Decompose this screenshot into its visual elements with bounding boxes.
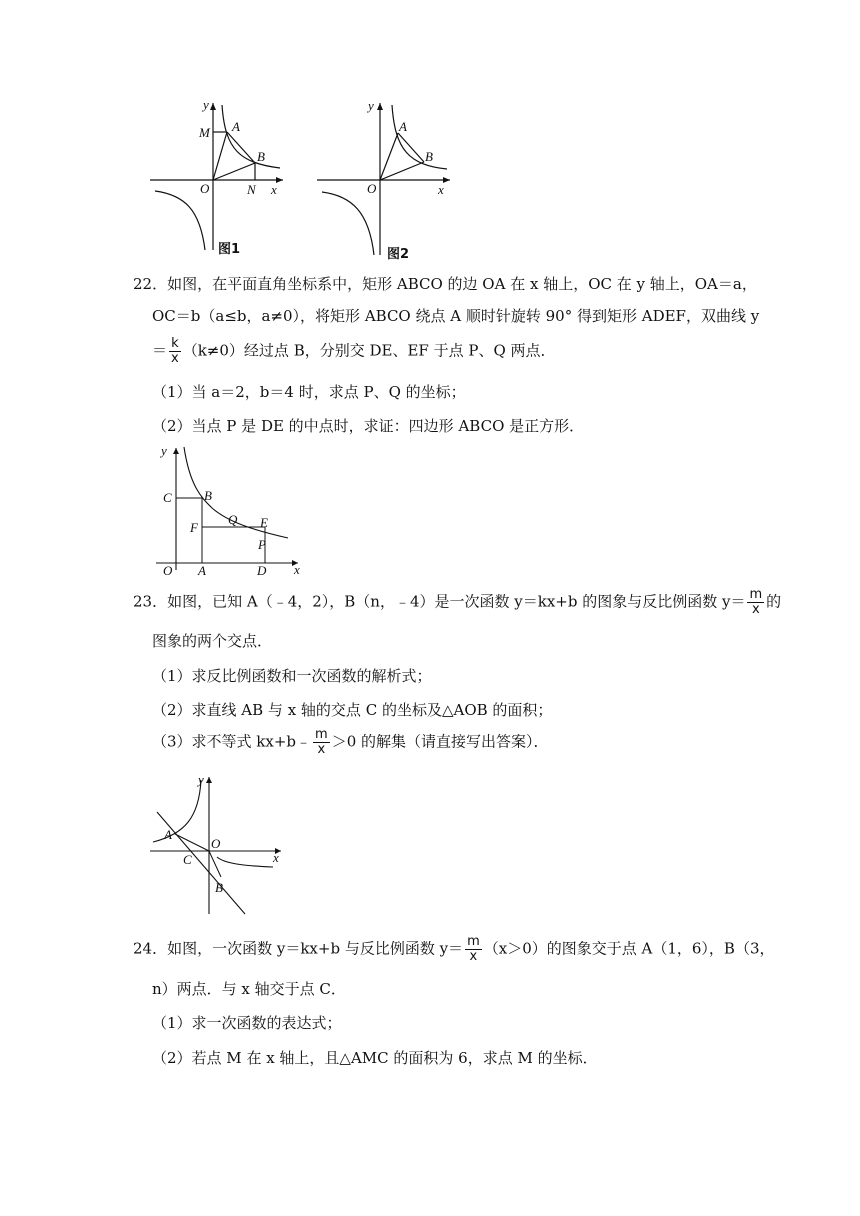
q22-line3-pre: ＝ [152, 341, 168, 360]
figure-2 [312, 95, 457, 260]
q22-figure [148, 442, 308, 577]
q22-label-y: y [161, 443, 167, 458]
q23-label-b: B [215, 880, 223, 895]
q22-line2: OC＝b（a≤b，a≠0），将矩形 ABCO 绕点 A 顺时针旋转 90° 得到矩形 ADEF，双曲线 y [152, 307, 760, 325]
figure-1 [145, 95, 290, 260]
q22-label-b: B [204, 488, 212, 503]
q22-label-o: O [163, 563, 173, 577]
q22-label-c: C [163, 490, 172, 505]
q22-line3 [152, 337, 556, 366]
q22-label-p: P [258, 537, 266, 552]
q22-label-f: F [190, 520, 198, 535]
fig1-label-n: N [247, 182, 256, 197]
q22-line3-post: （k≠0）经过点 B，分别交 DE、EF 于点 P、Q 两点． [182, 341, 556, 360]
q24-line1 [133, 935, 775, 964]
q23-line2: 图象的两个交点． [152, 632, 273, 650]
q24-fraction [465, 935, 482, 964]
q22-frac-den: x [171, 351, 179, 366]
q24-line2: n）两点．与 x 轴交于点 C． [152, 980, 346, 998]
fig1-label-a: A [232, 119, 240, 134]
q24-frac-num: m [467, 934, 480, 949]
q22-label-e: E [260, 515, 268, 530]
q23-label-a: A [164, 827, 172, 842]
q24-sub1: （1）求一次函数的表达式； [152, 1014, 342, 1032]
q22-line1: 22．如图，在平面直角坐标系中，矩形 ABCO 的边 OA 在 x 轴上，OC 在 y 轴上，OA＝a， [133, 275, 757, 293]
q22-sub1: （1）当 a＝2，b＝4 时，求点 P、Q 的坐标； [152, 383, 466, 401]
q23-line1-post: 的 [766, 592, 782, 611]
q24-sub2: （2）若点 M 在 x 轴上，且△AMC 的面积为 6，求点 M 的坐标． [152, 1049, 598, 1067]
fig2-label-x: x [438, 182, 444, 197]
q23-label-o: O [211, 836, 221, 851]
q23-sub3-post: ＞0 的解集（请直接写出答案）． [331, 732, 549, 751]
q22-label-d: D [257, 563, 267, 577]
q23-fraction [747, 588, 764, 617]
fig2-caption: 图2 [387, 247, 410, 260]
q24-line1-post: （x＞0）的图象交于点 A（1，6），B（3， [483, 939, 775, 958]
q22-label-q: Q [228, 512, 238, 527]
q23-label-c: C [183, 852, 192, 867]
q23-sub3-frac-den: x [317, 742, 326, 757]
fig2-label-a: A [399, 119, 407, 134]
fig2-label-o: O [367, 181, 377, 196]
fig1-caption: 图1 [218, 242, 241, 257]
q23-frac-num: m [749, 587, 763, 602]
q24-line1-pre: 24．如图，一次函数 y＝kx+b 与反比例函数 y＝ [133, 939, 464, 958]
q23-sub2: （2）求直线 AB 与 x 轴的交点 C 的坐标及△AOB 的面积； [152, 701, 553, 719]
q22-label-a: A [198, 563, 206, 577]
fig1-label-y: y [203, 97, 209, 112]
fig1-label-o: O [200, 181, 210, 196]
fig1-label-b: B [257, 149, 265, 164]
q23-line1-pre: 23．如图，已知 A（﹣4，2），B（n，﹣4）是一次函数 y＝kx+b 的图象与反比例函数 y＝ [133, 592, 746, 611]
q23-label-x: x [273, 850, 279, 865]
fig1-label-x: x [271, 182, 277, 197]
q22-frac-num: k [169, 337, 181, 352]
fig2-label-y: y [368, 98, 374, 113]
q23-frac-den: x [751, 602, 760, 617]
q23-sub1: （1）求反比例函数和一次函数的解析式； [152, 667, 432, 685]
q22-label-x: x [294, 562, 300, 577]
q23-figure [145, 772, 290, 917]
fig1-label-m: M [199, 125, 210, 140]
q24-frac-den: x [469, 949, 478, 964]
q23-label-y: y [198, 772, 204, 787]
q23-line1 [133, 588, 781, 617]
q23-sub3-pre: （3）求不等式 kx+b﹣ [152, 732, 312, 751]
q22-fraction [169, 337, 181, 366]
fig2-label-b: B [425, 149, 433, 164]
q23-sub3-fraction [313, 728, 330, 757]
q23-sub3-frac-num: m [315, 727, 328, 742]
q22-sub2: （2）当点 P 是 DE 的中点时，求证：四边形 ABCO 是正方形． [152, 417, 585, 435]
q23-sub3 [152, 728, 549, 757]
